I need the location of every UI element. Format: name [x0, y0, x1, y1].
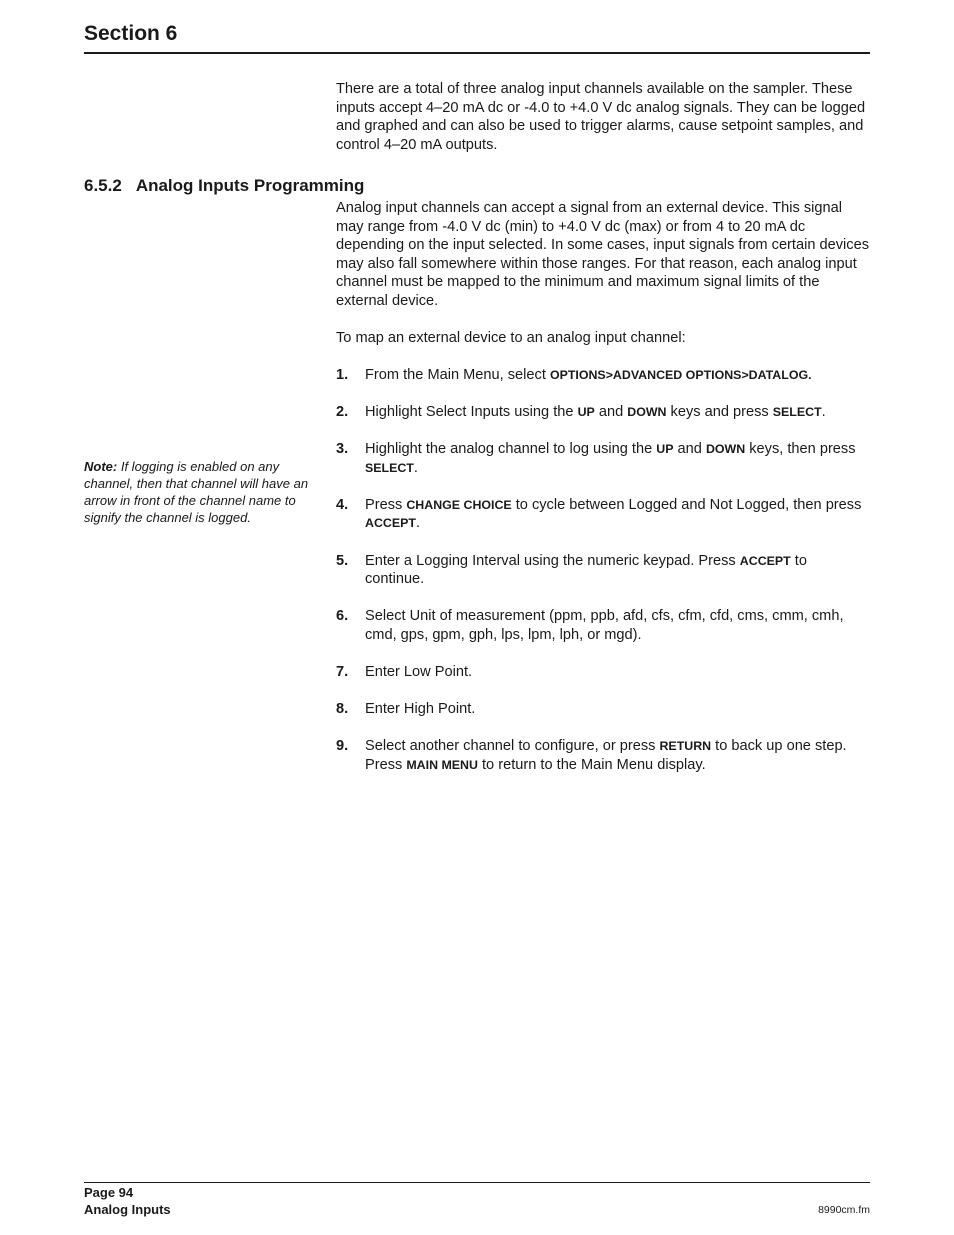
step-number: 3. [336, 441, 349, 458]
key-accept: ACCEPT [739, 553, 791, 568]
side-note [84, 458, 314, 526]
step-text: to cycle between Logged and Not Logged, then press [511, 496, 862, 513]
step-number: 5. [336, 552, 349, 569]
body-paragraph-1-text: Analog input channels can accept a signal from an external device. This signal may range from -4.0 V dc (min) to +4.0 V dc (max) or from 4 to 20 mA dc depending on the input selected. In some cases, input signals from certain devices may also fall somewhere within those ranges. For that reason, each analog input channel must be mapped to the minimum and maximum signal limits of the external device. [336, 200, 869, 309]
section-title: Section 6 [84, 22, 178, 45]
key-select: SELECT [365, 460, 414, 475]
step-text: Enter Low Point. [365, 663, 473, 680]
note-label: Note: [84, 459, 118, 474]
step-text: Enter a Logging Interval using the numeric keypad. Press [365, 552, 740, 569]
step-text: and [673, 441, 706, 458]
step-1 [336, 366, 870, 385]
step-text: to return to the Main Menu display. [477, 756, 706, 773]
step-8 [336, 700, 870, 719]
step-text: Select Unit of measurement (ppm, ppb, afd, cfs, cfm, cfd, cms, cmm, cmh, cmd, gps, gpm, gph, lps, lpm, lph, or mgd). [365, 608, 844, 643]
subsection-heading [84, 175, 364, 197]
step-text: Press [365, 496, 407, 513]
key-up: UP [656, 442, 674, 457]
step-3 [336, 440, 870, 477]
step-text: Enter High Point. [365, 701, 476, 718]
key-select: SELECT [772, 405, 822, 420]
step-9 [336, 737, 870, 774]
step-7 [336, 663, 870, 682]
step-number: 4. [336, 496, 349, 513]
step-text: Highlight Select Inputs using the [365, 404, 578, 421]
body-paragraph-2 [336, 329, 870, 348]
key-down: DOWN [705, 442, 746, 457]
step-number: 1. [336, 367, 349, 383]
key-return: RETURN [659, 739, 712, 754]
step-text: keys, then press [745, 441, 856, 458]
step-text: . [413, 459, 418, 476]
procedure-steps [336, 366, 870, 774]
subsection-number: 6.5.2 [84, 176, 122, 195]
key-change-choice: CHANGE CHOICE [406, 497, 512, 512]
subsection-title: Analog Inputs Programming [135, 176, 365, 195]
step-number: 6. [336, 608, 349, 625]
key-down: DOWN [627, 405, 667, 420]
intro-text: There are a total of three analog input channels available on the sampler. These inputs accept 4–20 mA dc or -4.0 to +4.0 V dc analog signals. They can be logged and graphed and can also be used to trigger alarms, cause setpoint samples, and control 4–20 mA outputs. [336, 81, 866, 153]
footer-divider [84, 1182, 870, 1183]
step-text: to continue. [365, 552, 807, 588]
note-text: If logging is enabled on any channel, then that channel will have an arrow in front of the channel name to signify the channel is logged. [84, 459, 309, 525]
step-text: From the Main Menu, select [365, 367, 550, 383]
footer-title: Analog Inputs [84, 1202, 171, 1217]
step-text: . [821, 404, 826, 421]
step-text: Select another channel to configure, or press [365, 738, 660, 755]
body-paragraph-1 [336, 199, 870, 311]
step-text: keys and press [666, 404, 773, 421]
menu-path: OPTIONS>ADVANCED OPTIONS>DATALOG. [549, 368, 812, 382]
step-2 [336, 403, 870, 422]
step-5 [336, 552, 870, 589]
footer-filename: 8990cm.fm [818, 1204, 870, 1216]
header-divider [84, 52, 870, 54]
key-accept: ACCEPT [365, 516, 416, 531]
step-4 [336, 496, 870, 533]
key-up: UP [577, 405, 595, 420]
step-number: 8. [336, 701, 349, 718]
step-number: 9. [336, 738, 349, 755]
page-number: Page 94 [84, 1185, 134, 1200]
intro-paragraph [336, 80, 870, 154]
step-text: . [415, 515, 421, 532]
step-number: 7. [336, 663, 349, 680]
key-main-menu: MAIN MENU [406, 757, 478, 772]
body-paragraph-2-text: To map an external device to an analog input channel: [336, 330, 686, 346]
step-number: 2. [336, 404, 349, 421]
step-text: Highlight the analog channel to log using the [365, 441, 657, 458]
step-6 [336, 607, 870, 644]
step-text: and [594, 404, 628, 421]
step-text: to back up one step. Press [365, 738, 847, 773]
